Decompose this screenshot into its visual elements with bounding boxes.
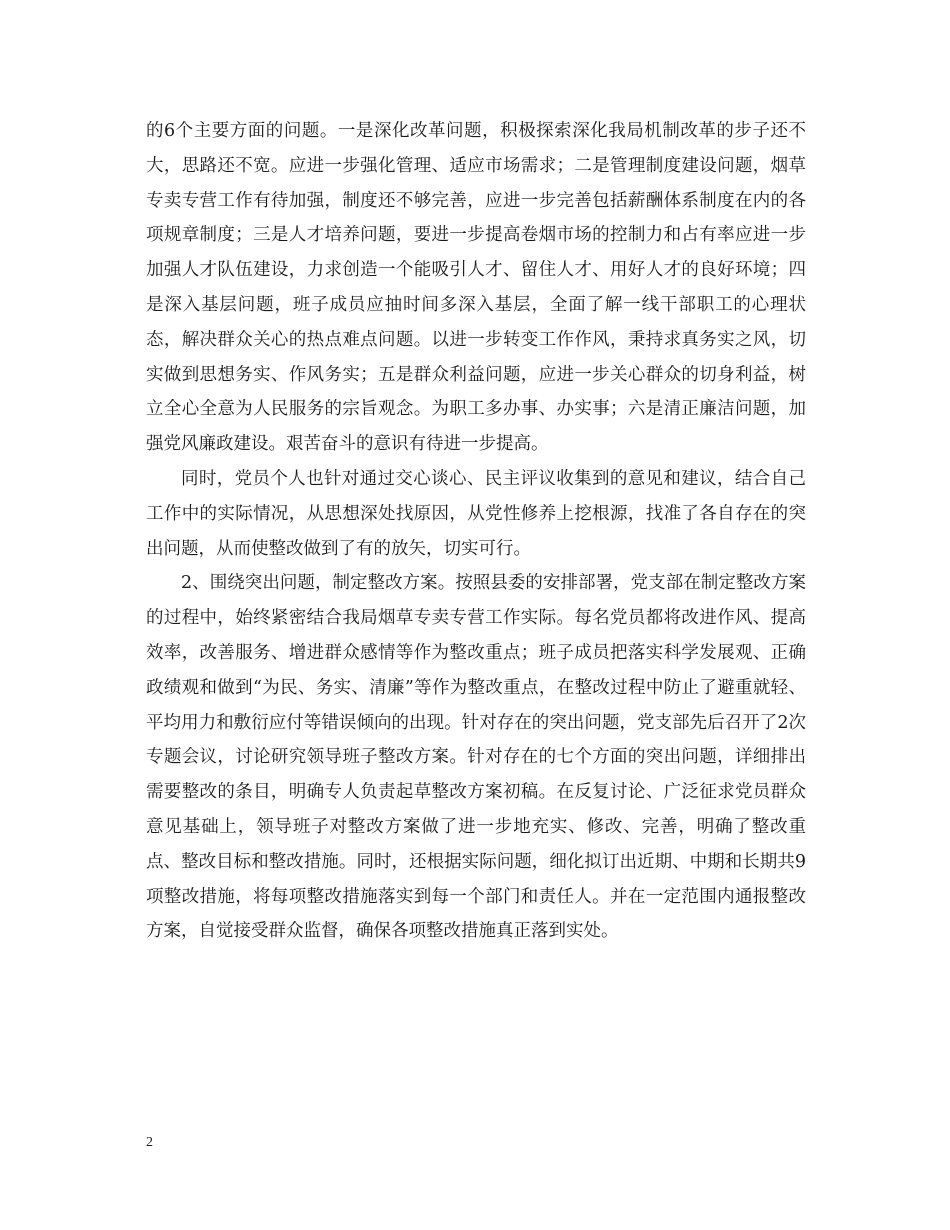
paragraph-problems-list: 的6个主要方面的问题。一是深化改革问题，积极探索深化我局机制改革的步子还不大，思路还不宽。应进一步强化管理、适应市场需求；二是管理制度建设问题，烟草专卖专营工作有待加强，制度还不够完善，应进一步完善包括薪酬体系制度在内的各项规章制度；三是人才培养问题，要进一步提高卷烟市场的控制力和占有率应进一步加强人才队伍建设，力求创造一个能吸引人才、留住人才、用好人才的良好环境；四是深入基层问题，班子成员应抽时间多深入基层，全面了解一线干部职工的心理状态，解决群众关心的热点难点问题。以进一步转变工作作风，秉持求真务实之风，切实做到思想务实、作风务实；五是群众利益问题，应进一步关心群众的切身利益，树立全心全意为人民服务的宗旨观念。为职工多办事、办实事；六是清正廉洁问题，加强党风廉政建设。艰苦奋斗的意识有待进一步提高。	[146, 121, 806, 455]
page-number: 2	[146, 1135, 153, 1150]
body-text	[146, 114, 806, 949]
paragraph-self-reflection: 同时，党员个人也针对通过交心谈心、民主评议收集到的意见和建议，结合自己工作中的实际情况，从思想深处找原因，从党性修养上挖根源，找准了各自存在的突出问题，从而使整改做到了有的放矢，切实可行。	[146, 468, 806, 559]
paragraph-rectification-plan: 2、围绕突出问题，制定整改方案。按照县委的安排部署，党支部在制定整改方案的过程中，始终紧密结合我局烟草专卖专营工作实际。每名党员都将改进作风、提高效率，改善服务、增进群众感情等作为整改重点；班子成员把落实科学发展观、正确政绩观和做到“为民、务实、清廉”等作为整改重点，在整改过程中防止了避重就轻、平均用力和敷衍应付等错误倾向的出现。针对存在的突出问题，党支部先后召开了2次专题会议，讨论研究领导班子整改方案。针对存在的七个方面的突出问题，详细排出需要整改的条目，明确专人负责起草整改方案初稿。在反复讨论、广泛征求党员群众意见基础上，领导班子对整改方案做了进一步地充实、修改、完善，明确了整改重点、整改目标和整改措施。同时，还根据实际问题，细化拟订出近期、中期和长期共9项整改措施，将每项整改措施落实到每一个部门和责任人。并在一定范围内通报整改方案，自觉接受群众监督，确保各项整改措施真正落到实处。	[146, 573, 806, 942]
